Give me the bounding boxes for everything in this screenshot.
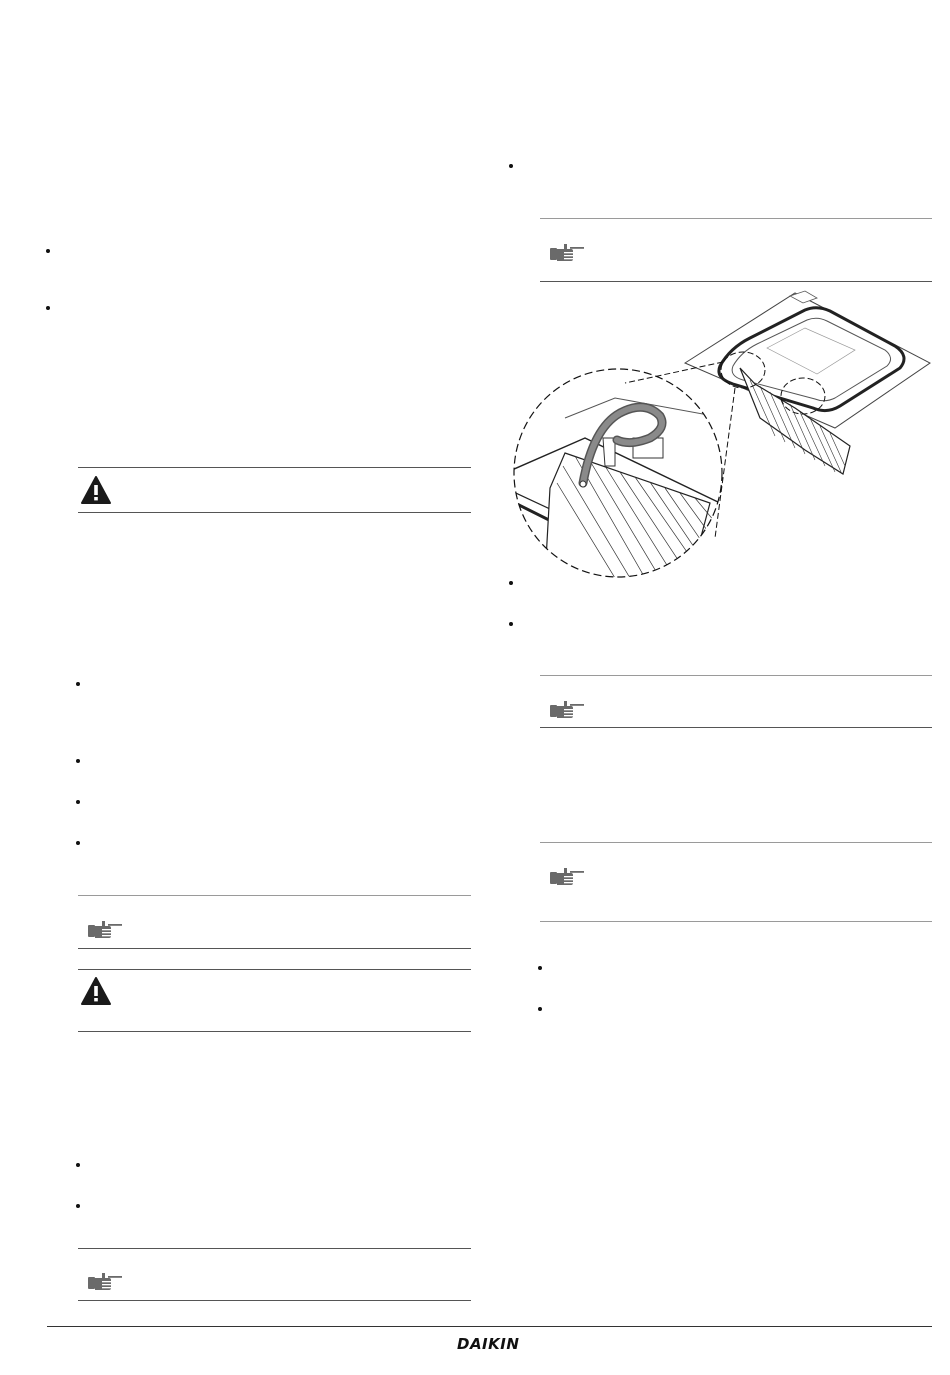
bullet	[76, 800, 80, 804]
bullet	[509, 581, 513, 585]
note-bottom-rule	[78, 1300, 471, 1301]
bullet	[76, 1163, 80, 1167]
note-bottom-rule	[540, 281, 932, 282]
pointing-hand-note-icon	[549, 700, 585, 722]
warning-top-rule	[78, 467, 471, 468]
bullet	[46, 249, 50, 253]
bullet	[509, 622, 513, 626]
bullet	[46, 306, 50, 310]
bullet	[509, 164, 513, 168]
note-top-rule	[540, 842, 932, 843]
note-bottom-rule	[540, 727, 932, 728]
warning-bottom-rule	[78, 512, 471, 513]
note-top-rule	[78, 1248, 471, 1249]
note-top-rule	[540, 675, 932, 676]
pointing-hand-note-icon	[87, 1272, 123, 1294]
warning-top-rule	[78, 969, 471, 970]
note-top-rule	[540, 218, 932, 219]
warning-triangle-icon	[80, 475, 112, 505]
note-bottom-rule	[540, 921, 932, 922]
footer-rule	[47, 1326, 932, 1327]
bullet	[76, 759, 80, 763]
daikin-logo: DAIKIN	[457, 1335, 520, 1353]
pointing-hand-note-icon	[549, 243, 585, 265]
bullet	[538, 966, 542, 970]
bullet	[76, 682, 80, 686]
warning-bottom-rule	[78, 1031, 471, 1032]
filter-panel-illustration	[505, 288, 945, 578]
note-top-rule	[78, 895, 471, 896]
note-bottom-rule	[78, 948, 471, 949]
bullet	[76, 1204, 80, 1208]
bullet	[76, 841, 80, 845]
pointing-hand-note-icon	[549, 867, 585, 889]
bullet	[538, 1007, 542, 1011]
warning-triangle-icon	[80, 976, 112, 1006]
pointing-hand-note-icon	[87, 920, 123, 942]
